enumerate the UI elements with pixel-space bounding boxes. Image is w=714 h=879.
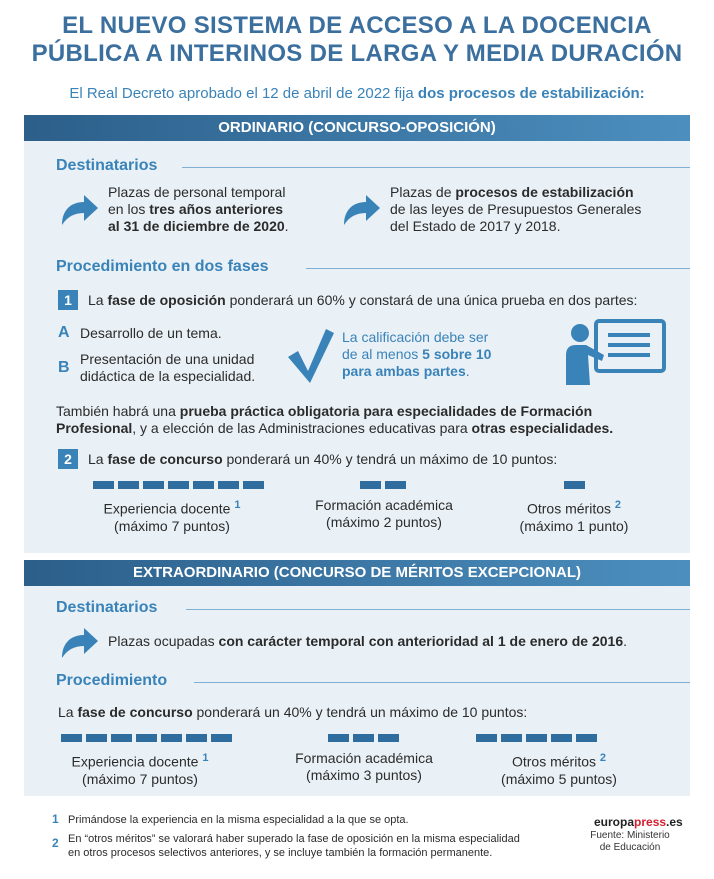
point-block [378, 734, 399, 742]
footnote-line: En “otros méritos” se valorará haber superado la fase de oposición en la misma especialidad [68, 833, 520, 845]
points-blocks [328, 734, 399, 742]
text-part: en los [108, 201, 150, 217]
footnote-ref: 2 [614, 499, 622, 511]
ordinario-dest-2 [390, 184, 680, 235]
arrow-icon [342, 193, 382, 227]
part-b-text [80, 351, 280, 385]
category-max: (máximo 7 puntos) [82, 770, 198, 787]
phase-2-number: 2 [58, 449, 78, 469]
text-bold: fase de oposición [107, 292, 226, 308]
text-part: de las leyes de Presupuestos Generales [390, 201, 642, 217]
text-part: . [465, 363, 470, 379]
text-bold: fase de concurso [77, 704, 193, 720]
part-a-text: Desarrollo de un tema. [80, 325, 222, 341]
points-blocks [93, 481, 264, 489]
point-block [243, 481, 264, 489]
phase-1-text [88, 292, 688, 309]
text-part: ponderará un 60% y constará de una única prueba en dos partes: [225, 292, 638, 308]
category-formacion [294, 497, 474, 531]
points-blocks [476, 734, 597, 742]
text-part: de al menos [342, 346, 423, 362]
arrow-icon [60, 193, 100, 227]
text-part: . [284, 218, 289, 234]
text-bold: con carácter temporal con anterioridad al 1 de enero de 2016 [218, 633, 624, 649]
footnote-2-number: 2 [52, 836, 59, 850]
logo-text: .es [666, 815, 683, 829]
divider [182, 167, 690, 168]
checkmark-icon [286, 325, 336, 387]
category-otros [474, 750, 644, 788]
text-bold: al 31 de diciembre de 2020 [108, 218, 285, 234]
extraordinario-header: EXTRAORDINARIO (CONCURSO DE MÉRITOS EXCEPCIONAL) [24, 560, 690, 586]
logo-text: europa [594, 815, 635, 829]
phase-2-text [88, 451, 688, 468]
point-block [136, 734, 157, 742]
point-block [328, 734, 349, 742]
text-bold: 5 sobre 10 [422, 346, 492, 362]
practica-text [56, 403, 676, 437]
ordinario-destinatarios-heading: Destinatarios [56, 157, 158, 174]
category-formacion [274, 750, 454, 784]
footnote-2 [68, 832, 568, 860]
text-part: . [623, 633, 628, 649]
point-block [118, 481, 139, 489]
point-block [353, 734, 374, 742]
text-part: También habrá una [56, 403, 180, 419]
text-part: ponderará un 40% y tendrá un máximo de 10 puntos: [222, 451, 558, 467]
source-credit [570, 830, 690, 854]
ordinario-dest-1 [108, 184, 338, 235]
point-block [501, 734, 522, 742]
source-line: Fuente: Ministerio [590, 830, 670, 841]
category-max: (máximo 5 puntos) [501, 770, 617, 787]
text-part: La calificación debe ser [342, 329, 489, 345]
text-bold: prueba práctica obligatoria para especialidades de Formación [179, 403, 593, 419]
text-part: La [88, 292, 108, 308]
point-block [161, 734, 182, 742]
ordinario-procedimiento-heading: Procedimiento en dos fases [56, 258, 269, 275]
text-part: La [88, 451, 108, 467]
text-bold: para ambas partes [342, 363, 466, 379]
ordinario-header: ORDINARIO (CONCURSO-OPOSICIÓN) [24, 115, 690, 141]
divider [194, 682, 690, 683]
point-block [385, 481, 406, 489]
point-block [61, 734, 82, 742]
point-block [111, 734, 132, 742]
text-part: ponderará un 40% y tendrá un máximo de 10 puntos: [192, 704, 528, 720]
text-part: del Estado de 2017 y 2018. [390, 218, 561, 234]
point-block [143, 481, 164, 489]
point-block [551, 734, 572, 742]
category-name: Experiencia docente [103, 500, 231, 517]
point-block [211, 734, 232, 742]
point-block [564, 481, 585, 489]
point-block [360, 481, 381, 489]
text-bold: fase de concurso [107, 451, 223, 467]
point-block [86, 734, 107, 742]
points-blocks [564, 481, 585, 489]
footnote-ref: 1 [234, 499, 241, 511]
point-block [218, 481, 239, 489]
europapress-logo [594, 815, 683, 829]
category-otros [494, 497, 654, 535]
category-experiencia [52, 750, 228, 788]
grade-note [342, 329, 552, 380]
subtitle-text: El Real Decreto aprobado el 12 de abril de 2022 fija [69, 85, 418, 102]
logo-text-red: press [634, 815, 667, 829]
extraordinario-destinatarios-heading: Destinatarios [56, 599, 158, 616]
text-part: Presentación de una unidad [80, 351, 255, 367]
text-part: Plazas de personal temporal [108, 184, 286, 200]
footnote-ref: 1 [202, 752, 209, 764]
page-title [0, 12, 714, 68]
point-block [476, 734, 497, 742]
part-b-letter: B [58, 359, 70, 376]
teacher-presentation-icon [560, 315, 670, 385]
text-bold: tres años anteriores [149, 201, 284, 217]
point-block [93, 481, 114, 489]
title-line-2: PÚBLICA A INTERINOS DE LARGA Y MEDIA DURACIÓN [31, 40, 683, 67]
text-part: didáctica de la especialidad. [80, 368, 256, 384]
ordinario-panel [24, 115, 690, 553]
source-line: de Educación [599, 842, 661, 853]
footnote-line: en otros procesos selectivos anteriores, y se incluye también la formación permanente. [68, 847, 493, 859]
footnote-ref: 2 [599, 752, 607, 764]
footnote-1-number: 1 [52, 812, 59, 826]
category-max: (máximo 1 punto) [519, 517, 629, 534]
extraordinario-dest [108, 633, 688, 650]
point-block [193, 481, 214, 489]
text-part: La [58, 704, 78, 720]
category-experiencia [84, 497, 260, 535]
footnote-1: Primándose la experiencia en la misma especialidad a la que se opta. [68, 814, 409, 826]
category-name: Otros méritos [511, 753, 596, 770]
category-max: (máximo 3 puntos) [306, 767, 422, 783]
extraordinario-panel [24, 560, 690, 796]
subtitle [0, 85, 714, 102]
text-bold: otras especialidades. [471, 420, 614, 436]
text-part: Plazas de [390, 184, 456, 200]
category-name: Experiencia docente [71, 753, 199, 770]
arrow-icon [60, 626, 100, 660]
category-max: (máximo 2 puntos) [326, 514, 442, 530]
category-max: (máximo 7 puntos) [114, 517, 230, 534]
text-part: , y a elección de las Administraciones educativas para [132, 420, 472, 436]
text-part: Plazas ocupadas [108, 633, 219, 649]
points-blocks [61, 734, 232, 742]
phase-1-number: 1 [58, 290, 78, 310]
category-name: Otros méritos [526, 500, 611, 517]
point-block [186, 734, 207, 742]
part-a-letter: A [58, 324, 70, 341]
extraordinario-phase-text [58, 704, 678, 721]
category-name: Formación académica [315, 497, 453, 513]
text-bold: Profesional [56, 420, 133, 436]
divider [186, 609, 690, 610]
point-block [526, 734, 547, 742]
point-block [168, 481, 189, 489]
subtitle-bold: dos procesos de estabilización: [417, 85, 645, 102]
title-line-1: EL NUEVO SISTEMA DE ACCESO A LA DOCENCIA [62, 12, 652, 39]
text-bold: procesos de estabilización [455, 184, 634, 200]
category-name: Formación académica [295, 750, 433, 766]
divider [306, 268, 690, 269]
point-block [576, 734, 597, 742]
points-blocks [360, 481, 406, 489]
extraordinario-procedimiento-heading: Procedimiento [56, 672, 168, 689]
